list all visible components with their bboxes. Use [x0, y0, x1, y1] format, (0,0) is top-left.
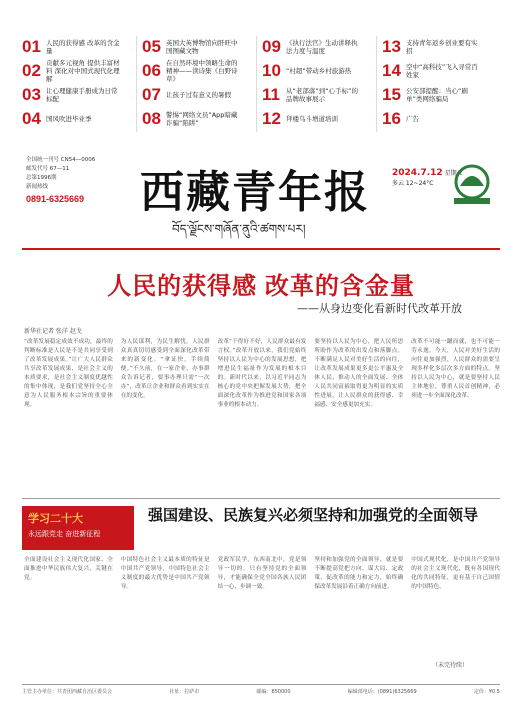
main-subheadline: ——从身边变化看新时代改革开放 [297, 302, 462, 315]
issn-line: 全国统一刊号 CN54—0006 [26, 157, 96, 163]
toc-separator [256, 36, 257, 132]
toc-item[interactable] [382, 108, 480, 130]
toc-title: 国风吹进毕业季 [46, 115, 92, 123]
issue-number-line: 总第1996期 [26, 175, 57, 181]
toc-separator [376, 36, 377, 132]
toc-title: 广告 [406, 115, 419, 123]
toc-item[interactable] [262, 60, 360, 82]
toc-item[interactable] [262, 36, 360, 58]
article-column: “改革发展稳定成效不成功，最终的判断标准是人民是不是共同享受到了改革发展成果。”让广大人民群众共享改革发展成果，是社会主义的本质要求，是社会主义制度优越性的集中体现，是我们党坚持全心全意为人民服务根本宗旨的重要体现。 [24, 339, 113, 408]
section-divider [22, 498, 500, 499]
postal-code-line: 邮发代号 67—11 [26, 166, 70, 172]
toc-title: 警惕“网络文员”App暗藏诈骗“陷阱” [166, 111, 238, 127]
article-column: 要坚持以人民为中心，把人民所思所盼作为改革的出发点和落脚点。不断满足人民对美好生活的向往，让改革发展成果更多更公平惠及全体人民，推动人的全面发展、全体人民共同富裕取得更为明显的实质性进展，让人民群众的获得感、幸福感、安全感更加充实。 [314, 339, 404, 408]
masthead-meta [26, 156, 95, 192]
toc-item[interactable] [22, 60, 120, 82]
byline: 新华社记者 张洋 赵戈 [24, 328, 82, 335]
toc-page-number: 03 [22, 85, 41, 104]
toc-title: 让心理健康手册成为日常标配 [46, 87, 118, 103]
toc-title: 《执行法官》生动讲释执法力度与温度 [286, 39, 358, 55]
continued-note: （未完待续） [432, 662, 469, 669]
weekday: 星期五 [444, 170, 463, 177]
toc-page-number: 06 [142, 61, 161, 80]
toc-item[interactable] [22, 108, 120, 130]
toc-title: 公安部提醒：当心“刷单”类网络骗局 [406, 87, 468, 103]
toc-item[interactable] [382, 36, 480, 58]
footer-phone: 编辑部电话：(0891)6325669 [347, 689, 417, 695]
toc-item[interactable] [142, 60, 240, 82]
toc-page-number: 16 [382, 109, 401, 128]
toc-page-number: 01 [22, 37, 41, 56]
toc-title: 英国大英博物馆向肝旺中国图藏文物 [166, 39, 238, 55]
toc-page-number: 11 [262, 85, 280, 104]
toc-page-number: 13 [382, 37, 401, 56]
toc-page-number: 09 [262, 37, 281, 56]
newspaper-title: 西藏青年报 [140, 167, 370, 218]
masthead [22, 148, 500, 256]
article-column: 全面建设社会主义现代化国家、全面推进中华民族伟大复兴，关键在党。 [24, 557, 113, 581]
hotline-number: 0891-6325669 [26, 194, 85, 204]
toc-page-number: 08 [142, 109, 161, 128]
toc-item[interactable] [142, 108, 240, 130]
footer-address: 社址：拉萨市 [169, 689, 200, 695]
toc-item[interactable] [382, 84, 480, 106]
toc-separator [136, 36, 137, 132]
second-article-body [24, 556, 500, 676]
toc-title: 人民的获得感 改革的含金量 [46, 39, 120, 55]
toc-title: 在自然环境中领略生命的精神——读诗集《白野诗草》 [166, 59, 238, 83]
toc-title: 让孩子过有意义的暑假 [166, 91, 231, 99]
table-of-contents [22, 36, 500, 132]
hotline-label: 新闻热线 [26, 184, 49, 190]
masthead-rule [22, 248, 500, 250]
article-column: 为人民谋利，为民生解忧。人民群众真真切切感受到全面深化改革带来的新变化。“拿证快，手续简便。”不久前，在一家企业，办事群众告诉记者，要事办理只需“一次办”，改革让企业和群众看到实实在在的变化。 [120, 339, 210, 399]
issue-date: 2024.7.12 [392, 168, 443, 178]
toc-item[interactable] [382, 60, 480, 82]
article-column: 改革不可能一蹴而就，也不可能一劳永逸。今天，人民对美好生活的向往更加强烈，人民群众的需要呈现多样化多层次多方面的特点。坚持以人民为中心，就是要坚持人民主体地位，尊重人民首创精神，必须进一步全面深化改革。 [411, 339, 500, 399]
toc-title: 支持青年返乡创业要有实招 [406, 39, 478, 55]
toc-title: 空中“高科技”飞入寻常百姓家 [406, 63, 478, 79]
toc-title: 拜楼乌斗增道培训 [286, 115, 338, 123]
toc-title: “村超”带动乡村旅游热 [286, 67, 352, 75]
toc-page-number: 12 [262, 109, 281, 128]
footer-price: 定价：¥0.5 [473, 689, 500, 695]
article-column: 改革“干得好不好，人民群众最有发言权。”改革开放以来，我们党始终坚持以人民为中心的发展思想，把增进民生福祉作为发展的根本目的。新时代以来，以习近平同志为核心的党中央把握发展大势，把全面深化改革作为推进党和国家各项事业的根本动力。 [217, 339, 307, 408]
toc-item[interactable] [22, 84, 120, 106]
toc-item[interactable] [262, 108, 360, 130]
toc-page-number: 10 [262, 61, 281, 80]
toc-page-number: 05 [142, 37, 161, 56]
toc-item[interactable] [262, 84, 360, 106]
toc-title: 从“老部落”到“心手标”的品牌故事展示 [286, 87, 358, 103]
footer-publisher: 主管主办单位：共青团西藏自治区委员会 [22, 689, 113, 695]
toc-item[interactable] [142, 84, 240, 106]
article-column: 坚持和加强党的全面领导，就是要不断提高党把方向、谋大局、定政策、促改革的能力和定力，始终确保改革发展沿着正确方向前进。 [314, 557, 404, 590]
study-banner-slogan: 永远跟党走 奋进新征程 [28, 530, 101, 538]
toc-page-number: 04 [22, 109, 41, 128]
main-headline: 人民的获得感 改革的含金量 [107, 273, 415, 300]
footer-postcode: 邮编：850000 [256, 689, 291, 695]
article-body [24, 338, 500, 488]
article-column: 中国特色社会主义最本质的特征是中国共产党领导，中国特色社会主义制度的最大优势是中国共产党领导。 [120, 557, 210, 590]
toc-page-number: 15 [382, 85, 401, 104]
youth-league-logo-icon [448, 162, 496, 206]
toc-page-number: 02 [22, 61, 41, 80]
toc-title: 贡献多元视角 提供丰富材料 深化对中国式现代化理解 [46, 59, 120, 83]
toc-page-number: 14 [382, 61, 401, 80]
footer [22, 684, 500, 695]
toc-item[interactable] [22, 36, 120, 58]
article-column: 中国式现代化，是中国共产党领导的社会主义现代化，既有各国现代化的共同特征，更有基于自己国情的中国特色。 [411, 557, 500, 590]
toc-page-number: 07 [142, 85, 161, 104]
second-headline: 强国建设、民族复兴必须坚持和加强党的全面领导 [148, 507, 479, 524]
weather: 多云 12~24°C [392, 180, 434, 187]
study-banner-title: 学习二十大 [28, 513, 83, 525]
article-column: 党政军民学，东西南北中，党是领导一切的。只有坚持党的全面领导，才能确保全党全国各族人民团结一心、步调一致。 [217, 557, 307, 590]
newspaper-title-tibetan: བོད་ལྗོངས་གཞོན་ནུའི་ཚགས་པར། [172, 222, 306, 236]
toc-item[interactable] [142, 36, 240, 58]
study-banner [22, 506, 134, 550]
